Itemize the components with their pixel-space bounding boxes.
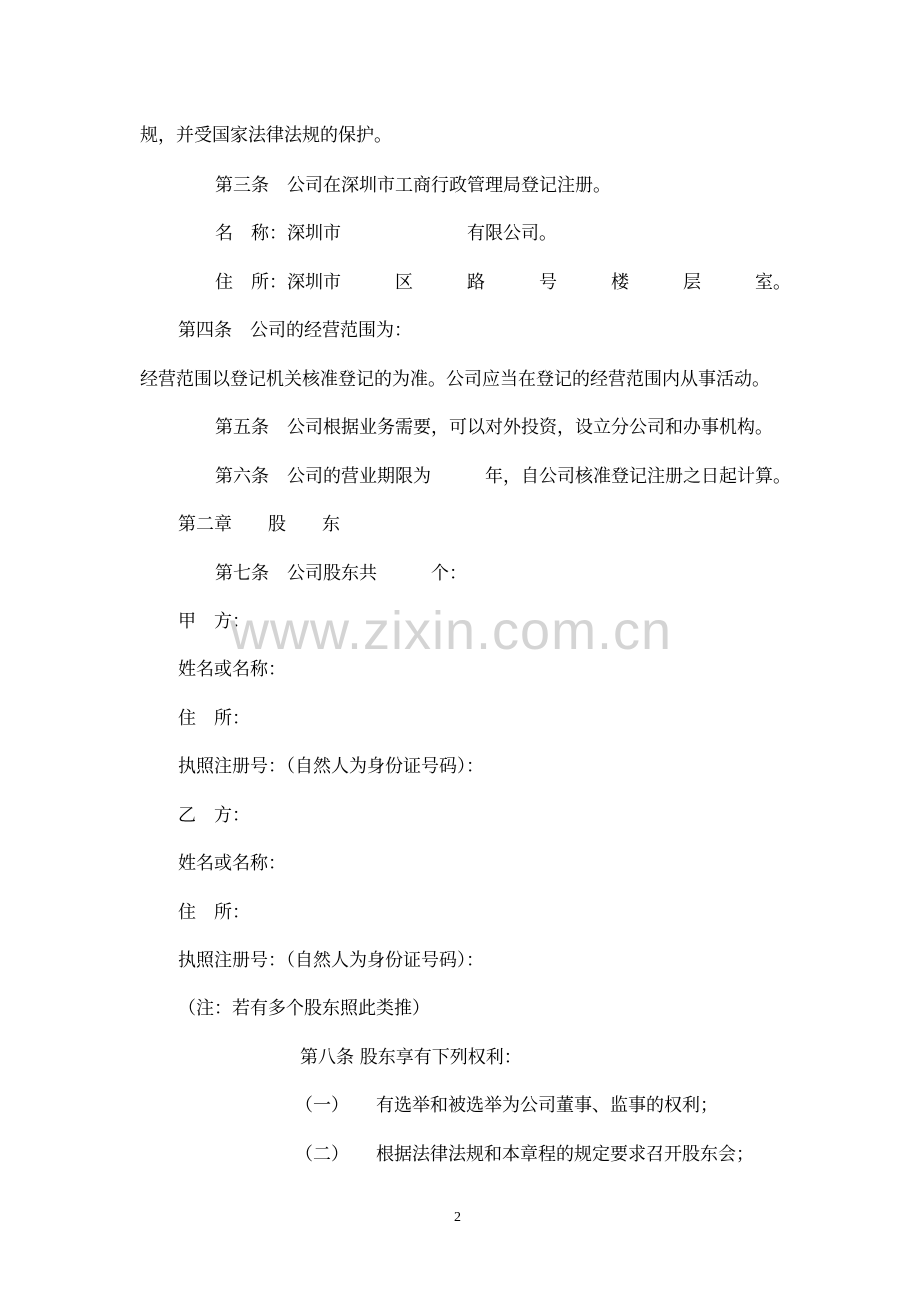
party-b-name: 姓名或名称：	[178, 853, 286, 874]
page-number: 2	[454, 1210, 461, 1225]
party-a-name: 姓名或名称：	[178, 659, 286, 680]
company-address-line: 住 所：深圳市 区 路 号 楼 层 室。	[215, 272, 791, 293]
party-a-license: 执照注册号：（自然人为身份证号码）：	[178, 756, 484, 777]
party-b-address: 住 所：	[178, 902, 250, 923]
chapter-2-heading: 第二章 股 东	[178, 514, 340, 535]
article-3: 第三条 公司在深圳市工商行政管理局登记注册。	[215, 175, 611, 196]
note-line: （注：若有多个股东照此类推）	[178, 998, 430, 1019]
party-a-address: 住 所：	[178, 708, 250, 729]
text-line: 规，并受国家法律法规的保护。	[140, 125, 392, 146]
business-scope-line: 经营范围以登记机关核准登记的为准。公司应当在登记的经营范围内从事活动。	[140, 369, 770, 390]
company-name-line: 名 称：深圳市 有限公司。	[215, 223, 557, 244]
article-4: 第四条 公司的经营范围为：	[178, 320, 412, 341]
article-7: 第七条 公司股东共 个：	[215, 563, 467, 584]
right-item-1: （一） 有选举和被选举为公司董事、监事的权利；	[295, 1095, 718, 1116]
article-5: 第五条 公司根据业务需要，可以对外投资，设立分公司和办事机构。	[215, 417, 773, 438]
party-b-label: 乙 方：	[178, 805, 250, 826]
article-6: 第六条 公司的营业期限为 年，自公司核准登记注册之日起计算。	[215, 466, 791, 487]
party-a-label: 甲 方：	[178, 611, 250, 632]
article-8: 第八条 股东享有下列权利：	[300, 1047, 522, 1068]
party-b-license: 执照注册号：（自然人为身份证号码）：	[178, 950, 484, 971]
watermark: www.zixin.com.cn	[230, 601, 673, 661]
right-item-2: （二） 根据法律法规和本章程的规定要求召开股东会；	[295, 1144, 754, 1165]
